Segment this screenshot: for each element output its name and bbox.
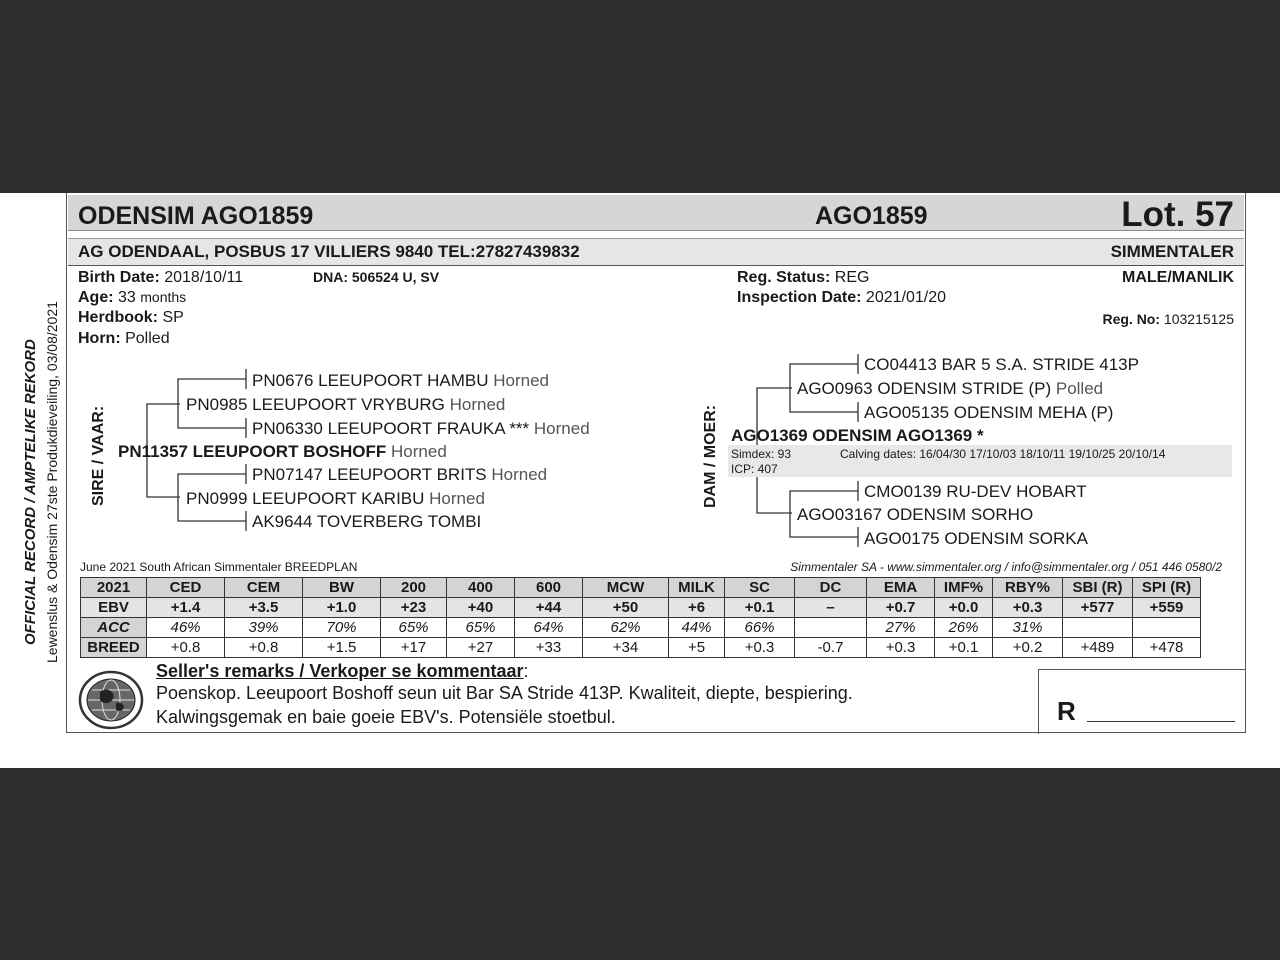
ebv-row: EBV +1.4 +3.5 +1.0 +23 +40 +44 +50 +6 +0.1 – +0.7 +0.0 +0.3 +577 +559 — [81, 598, 1201, 618]
lot-card — [0, 193, 1280, 768]
sire-sire: PN0985 LEEUPOORT VRYBURG Horned — [186, 395, 506, 414]
dam-icp: ICP: 407 — [731, 462, 778, 476]
reg-number: Reg. No: 103215125 — [1102, 311, 1234, 327]
dam-name: AGO1369 ODENSIM AGO1369 * — [731, 426, 984, 445]
official-record-label: OFFICIAL RECORD / AMPTELIKE REKORD — [22, 339, 39, 645]
sex: MALE/MANLIK — [1122, 269, 1234, 286]
remarks-section — [70, 661, 1038, 733]
dam-dam-sire: CMO0139 RU-DEV HOBART — [864, 482, 1087, 501]
inspection-date: Inspection Date: 2021/01/20 — [737, 289, 946, 306]
sire-dam: PN0999 LEEUPOORT KARIBU Horned — [186, 489, 485, 508]
lot-number: Lot. 57 — [1121, 195, 1234, 234]
dam-calving-dates: Calving dates: 16/04/30 17/10/03 18/10/11 19/10/25 20/10/14 — [840, 447, 1166, 461]
dna-info: DNA: 506524 U, SV — [313, 269, 440, 285]
price-box — [1038, 669, 1245, 734]
dam-sire-dam: AGO05135 ODENSIM MEHA (P) — [864, 403, 1114, 422]
dam-simdex: Simdex: 93 — [731, 447, 792, 461]
dam-sire: AGO0963 ODENSIM STRIDE (P) Polled — [797, 379, 1104, 398]
breed-name: SIMMENTALER — [1110, 242, 1234, 261]
auction-label: Lewenslus & Odensim 27ste Produkdieveiling, 03/08/2021 — [44, 301, 60, 663]
herdbook: Herdbook: SP — [78, 309, 184, 326]
animal-id: AGO1859 — [815, 202, 928, 230]
ebv-header-row: 2021 CED CEM BW 200 400 600 MCW MILK SC DC EMA IMF% RBY% SBI (R) SPI (R) — [81, 578, 1201, 598]
owner-address: AG ODENDAAL, POSBUS 17 VILLIERS 9840 TEL:27827439832 — [78, 242, 580, 261]
remarks-line-2: Kalwingsgemak en baie goeie EBV's. Potensiële stoetbul. — [156, 707, 616, 727]
breedplan-label: June 2021 South African Simmentaler BREEDPLAN — [80, 560, 358, 574]
sire-sire-sire: PN0676 LEEUPOORT HAMBU Horned — [252, 371, 550, 390]
animal-name: ODENSIM AGO1859 — [78, 202, 314, 230]
association-contact: Simmentaler SA - www.simmentaler.org / info@simmentaler.org / 051 446 0580/2 — [790, 560, 1222, 574]
birth-date: Birth Date: 2018/10/11 — [78, 269, 244, 286]
sire-label: SIRE / VAAR: — [90, 405, 107, 506]
acc-row: ACC 46% 39% 70% 65% 65% 64% 62% 44% 66% 27% 26% 31% — [81, 618, 1201, 638]
sire-sire-dam: PN06330 LEEUPOORT FRAUKA *** Horned — [252, 419, 590, 438]
remarks-title: Seller's remarks / Verkoper se kommentaar: — [156, 661, 529, 681]
sire-dam-dam: AK9644 TOVERBERG TOMBI — [252, 512, 482, 531]
sire-dam-sire: PN07147 LEEUPOORT BRITS Horned — [252, 465, 548, 484]
reg-status: Reg. Status: REG — [737, 269, 870, 286]
dam-dam: AGO03167 ODENSIM SORHO — [797, 505, 1034, 524]
dam-label: DAM / MOER: — [702, 404, 719, 508]
breed-avg-row: BREED +0.8 +0.8 +1.5 +17 +27 +33 +34 +5 +0.3 -0.7 +0.3 +0.1 +0.2 +489 +478 — [81, 638, 1201, 658]
age: Age: 33 months — [78, 289, 187, 306]
horn-status: Horn: Polled — [78, 330, 170, 347]
remarks-line-1: Poenskop. Leeupoort Boshoff seun uit Bar SA Stride 413P. Kwaliteit, diepte, bespiering. — [156, 683, 853, 703]
ebv-table — [80, 577, 1201, 658]
price-line — [1087, 721, 1235, 722]
simmentaler-logo-icon — [78, 670, 144, 730]
dam-dam-dam: AGO0175 ODENSIM SORKA — [864, 529, 1088, 548]
sire-name: PN11357 LEEUPOORT BOSHOFF Horned — [118, 442, 447, 461]
price-label: R — [1057, 696, 1076, 726]
dam-sire-sire: CO04413 BAR 5 S.A. STRIDE 413P — [864, 355, 1139, 374]
